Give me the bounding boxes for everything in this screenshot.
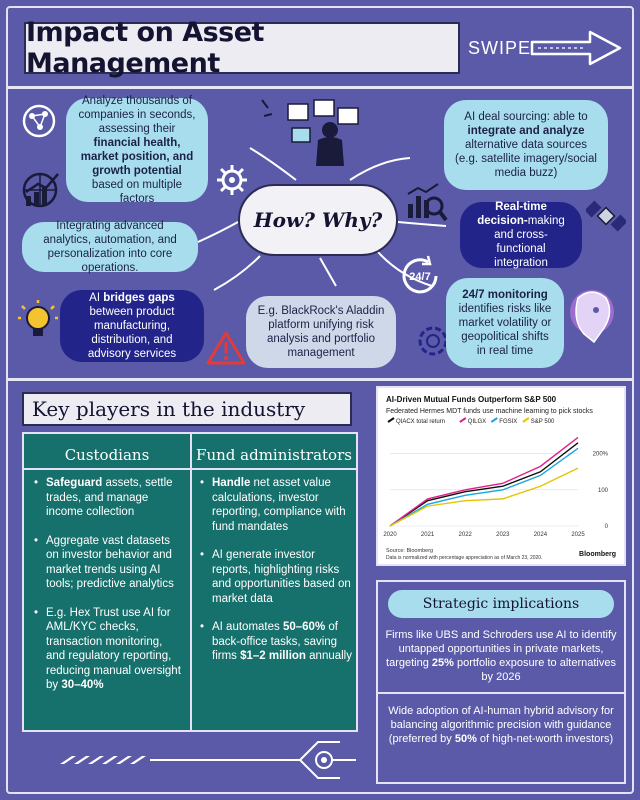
- list-item: • Aggregate vast datasets on investor behavior and market trends using AI tools; predictive analytics: [34, 534, 184, 592]
- list-item: • Safeguard assets, settle trades, and manage income collection: [34, 476, 184, 520]
- strategic-paragraph-2: Wide adoption of AI-human hybrid advisory for balancing algorithmic precision with guidance (preferred by 50% of high-net-worth investors): [388, 705, 614, 745]
- legend-entry: [460, 418, 486, 425]
- how-why-cloud: How? Why?: [238, 184, 398, 256]
- svg-text:QIACX total return: QIACX total return: [396, 419, 446, 425]
- list-item: • Handle net asset value calculations, investor reporting, compliance with fund mandates: [200, 476, 352, 534]
- y-tick-label: 100: [597, 487, 608, 494]
- bubble-bridges-gaps: AI bridges gaps between product manufacturing, distribution, and advisory services: [60, 290, 204, 362]
- y-tick-label: 200%: [592, 451, 608, 458]
- chart-brand: Bloomberg: [579, 551, 616, 558]
- bubble-realtime: Real-time decision-making and cross-functional integration: [460, 202, 582, 268]
- x-tick-label: 2021: [420, 532, 435, 538]
- series-line: [390, 443, 578, 526]
- strategic-paragraph-1: Firms like UBS and Schroders use AI to identify untapped opportunities in private markets, targeting 25% portfolio exposure to alternatives by 2026: [385, 629, 617, 683]
- x-tick-label: 2025: [571, 532, 585, 538]
- chart-subtitle: Federated Hermes MDT funds use machine learning to pick stocks: [386, 408, 593, 415]
- list-item: • AI generate investor reports, highlighting risks and opportunities based on market data: [200, 548, 352, 606]
- strategic-divider: [378, 692, 624, 694]
- x-tick-label: 2024: [533, 532, 548, 538]
- bubble-monitoring: 24/7 monitoring identifies risks like market volatility or geopolitical shifts in real time: [446, 278, 564, 368]
- chart-note: Data is normalized with percentage appreciation as of March 23, 2020.: [386, 555, 543, 561]
- bubble-integrating: Integrating advanced analytics, automation, and personalization into core operations.: [22, 222, 198, 272]
- x-tick-label: 2020: [383, 532, 397, 538]
- legend-entry: [523, 418, 555, 425]
- key-players-table: [22, 432, 358, 732]
- svg-text:QILGX: QILGX: [467, 419, 487, 425]
- list-item: • E.g. Hex Trust use AI for AML/KYC checks, transaction monitoring, and regulatory reporting, reducing manual oversight by 30–40%: [34, 606, 184, 693]
- clock-icon-label: 24/7: [409, 271, 431, 283]
- column-header-custodians: Custodians: [64, 446, 150, 464]
- legend-entry: [388, 418, 445, 425]
- strategic-title: Strategic implications: [388, 590, 614, 618]
- swipe-label[interactable]: SWIPE: [468, 38, 532, 58]
- fund-administrators-column: [200, 476, 352, 678]
- column-header-fund-administrators: Fund administrators: [196, 446, 352, 464]
- series-line: [390, 468, 578, 526]
- table-column-divider: [190, 434, 192, 730]
- svg-text:S&P 500: S&P 500: [530, 419, 555, 425]
- section-divider-middle: [8, 378, 632, 381]
- circuit-decoration-icon: [60, 736, 360, 790]
- bubble-aladdin: E.g. BlackRock's Aladdin platform unifying risk analysis and portfolio management: [246, 296, 396, 368]
- svg-text:FGSIX: FGSIX: [499, 419, 518, 425]
- list-item: • AI automates 50–60% of back-office tasks, saving firms $1–2 million annually: [200, 620, 352, 664]
- key-players-title: Key players in the industry: [22, 392, 352, 426]
- custodians-column: [34, 476, 184, 707]
- page-title: Impact on Asset Management: [24, 22, 460, 74]
- chart-source: Source: Bloomberg: [386, 548, 434, 554]
- chart-title: AI-Driven Mutual Funds Outperform S&P 500: [386, 395, 557, 404]
- chart-panel: [376, 386, 626, 566]
- y-tick-label: 0: [604, 524, 608, 530]
- bubble-deal-sourcing: AI deal sourcing: able to integrate and analyze alternative data sources (e.g. satellite imagery/social media buzz): [444, 100, 608, 190]
- performance-chart: [378, 388, 624, 564]
- bubble-analyze: Analyze thousands of companies in seconds, assessing their financial health, market position, and growth potential based on multiple factors: [66, 98, 208, 202]
- legend-entry: [491, 418, 517, 425]
- x-tick-label: 2022: [458, 532, 472, 538]
- x-tick-label: 2023: [496, 532, 510, 538]
